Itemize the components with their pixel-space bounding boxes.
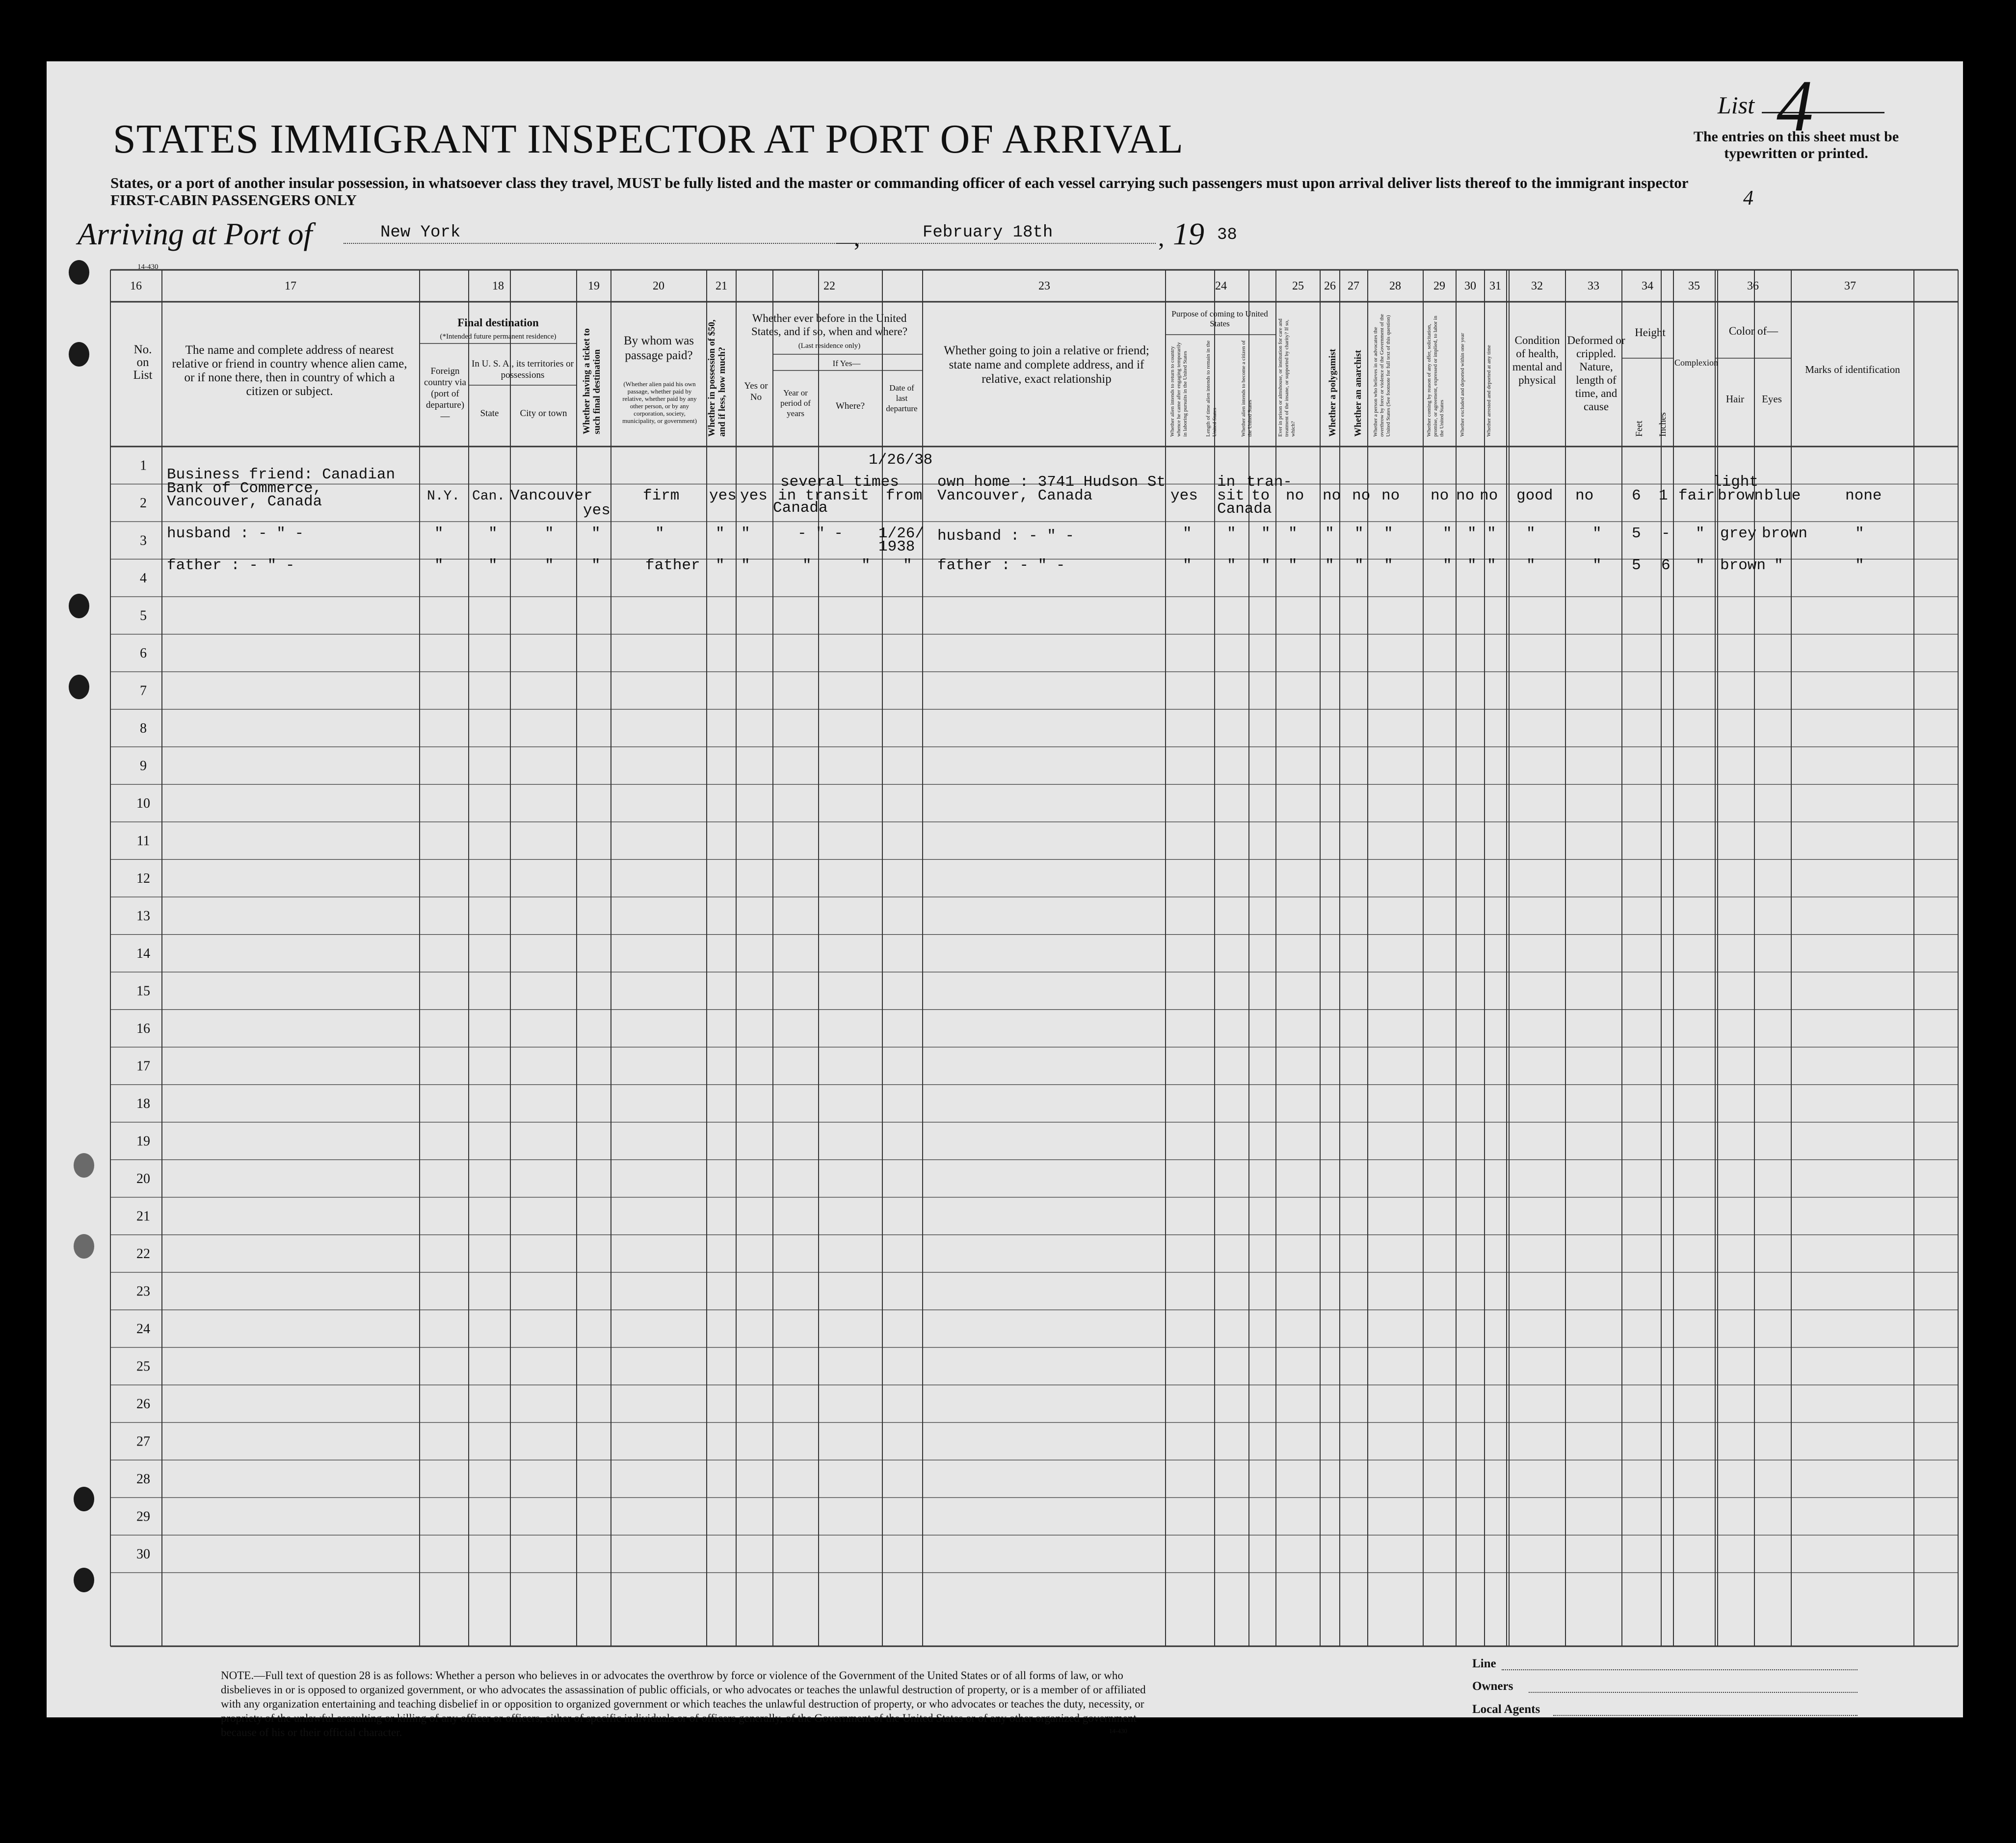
- row-number: 2: [140, 495, 147, 511]
- cell-text: 6: [1661, 557, 1671, 574]
- cell-text: grey: [1720, 525, 1757, 542]
- cell-text: father : - " -: [167, 557, 295, 574]
- cell-text: Vancouver: [510, 487, 593, 504]
- cell-text: in: [1217, 474, 1236, 491]
- cell-text: Can.: [472, 489, 505, 504]
- line-label: Line: [1472, 1657, 1496, 1670]
- row-number: 10: [136, 795, 150, 811]
- header-state: State: [480, 408, 499, 419]
- cell-text: brown: [1718, 487, 1764, 504]
- cell-text: ": [591, 525, 601, 542]
- cell-text: ": [1592, 557, 1602, 574]
- cell-text: ": [488, 525, 498, 542]
- header-year-period: Year or period of years: [780, 388, 811, 418]
- row-number: 14: [136, 946, 150, 961]
- row-number: 22: [136, 1246, 150, 1262]
- cell-text: 1938: [878, 538, 915, 555]
- cell-text: Vancouver, Canada: [937, 487, 1093, 504]
- header-purpose-length: Length of time alien intends to remain in the United States: [1205, 340, 1218, 437]
- typewritten-note: The entries on this sheet must be typewritten or printed.: [1693, 129, 1899, 161]
- row-number: 9: [140, 758, 147, 774]
- header-final-destination-note: (*Intended future permanent residence): [440, 333, 557, 341]
- cell-text: ": [1183, 557, 1192, 574]
- punch-hole: [69, 342, 89, 367]
- cell-text: ": [1467, 557, 1477, 574]
- column-number: 21: [716, 280, 727, 292]
- comma-1: ,: [854, 224, 860, 251]
- cell-text: ": [1384, 557, 1393, 574]
- punch-hole: [74, 1487, 94, 1511]
- row-number: 7: [140, 683, 147, 699]
- row-number: 23: [136, 1284, 150, 1299]
- row-number: 3: [140, 533, 147, 549]
- cell-text: yes: [583, 502, 610, 519]
- header-joining: Whether going to join a relative or friend; state name and complete address, and if relative, exact relationship: [944, 344, 1149, 386]
- header-purpose: Purpose of coming to United States: [1171, 309, 1268, 328]
- header-passage-note: (Whether alien paid his own passage, whether paid by relative, whether paid by any other person, or by any corporation, society, municipality, or government): [622, 380, 697, 424]
- row-number: 12: [136, 870, 150, 886]
- header-in-usa: In U. S. A., its territories or possessions: [472, 359, 574, 380]
- row-number: 6: [140, 645, 147, 661]
- cell-text: Canada: [773, 500, 828, 517]
- row-number: 8: [140, 720, 147, 736]
- header-passage-paid: By whom was passage paid?: [623, 334, 694, 362]
- cell-text: Canada: [1217, 500, 1272, 518]
- row-number: 18: [136, 1096, 150, 1111]
- cell-text: ": [1592, 525, 1602, 542]
- cell-text: ": [1696, 525, 1705, 542]
- form-code-bottom: 14-430: [1109, 1727, 1127, 1735]
- punch-hole: [74, 1234, 94, 1259]
- cell-text: ": [1354, 525, 1364, 542]
- cell-text: ": [1354, 557, 1364, 574]
- cell-text: brown: [1720, 557, 1766, 574]
- column-number: 18: [492, 280, 504, 292]
- header-polygamist: Whether a polygamist: [1327, 348, 1338, 437]
- header-fifty-dollars: Whether in possession of $50, and if less, how much?: [707, 319, 727, 437]
- cell-text: no: [1323, 487, 1341, 504]
- cell-text: 1: [1659, 487, 1668, 504]
- form-code-top: 14-430: [137, 263, 159, 271]
- row-number: 5: [140, 608, 147, 624]
- header-ticket: Whether having a ticket to such final destination: [582, 328, 602, 434]
- column-number: 35: [1688, 280, 1700, 292]
- cell-text: none: [1845, 487, 1882, 504]
- cell-text: 1/26/38: [869, 451, 933, 469]
- list-label: List: [1718, 91, 1755, 119]
- column-number: 25: [1292, 280, 1304, 292]
- header-overthrow: Whether a person who believes in or advocates the overthrow by force or violence of the Government of the United States (See footnote for full text of this question): [1373, 314, 1391, 437]
- cell-text: - " -: [797, 525, 844, 542]
- cell-text: father: [645, 557, 700, 574]
- column-number: 26: [1324, 280, 1336, 292]
- cell-text: ": [741, 525, 750, 542]
- header-marks: Marks of identification: [1805, 364, 1900, 375]
- cell-text: ": [1467, 525, 1477, 542]
- cell-text: ": [1325, 557, 1334, 574]
- cell-text: no: [1575, 487, 1594, 504]
- year-prefix: 19: [1173, 216, 1204, 251]
- sheet-number: 4: [1743, 187, 1753, 210]
- column-number: 31: [1489, 280, 1501, 292]
- cell-text: ": [1443, 557, 1452, 574]
- row-number: 4: [140, 570, 147, 586]
- column-number: 22: [823, 280, 835, 292]
- cell-text: ": [1855, 525, 1864, 542]
- column-number: 19: [588, 280, 600, 292]
- cell-text: to: [1251, 487, 1270, 504]
- header-color-of: Color of—: [1728, 325, 1778, 337]
- cell-text: ": [1487, 557, 1496, 574]
- header-deported: Whether arrested and deported at any time: [1486, 345, 1492, 437]
- header-ever-before: Whether ever before in the United States, and if so, when and where?: [751, 312, 908, 338]
- comma-2: ,: [1158, 224, 1165, 251]
- cell-text: ": [1288, 525, 1298, 542]
- row-number: 26: [136, 1396, 150, 1412]
- row-number: 30: [136, 1546, 150, 1562]
- cell-text: 1/26/: [878, 525, 925, 542]
- cell-text: fair: [1678, 487, 1715, 504]
- header-inches: Inches: [1658, 412, 1668, 437]
- row-number: 1: [140, 458, 147, 474]
- punch-hole: [69, 675, 89, 699]
- column-number: 30: [1464, 280, 1476, 292]
- header-anarchist: Whether an anarchist: [1353, 350, 1363, 437]
- column-number: 33: [1588, 280, 1599, 292]
- list-number: 4: [1777, 65, 1813, 147]
- cell-text: sit: [1217, 487, 1245, 504]
- cell-text: tran-: [1247, 474, 1293, 491]
- column-number: 34: [1642, 280, 1653, 292]
- cell-text: Bank of Commerce,: [167, 480, 322, 497]
- cell-text: Vancouver, Canada: [167, 493, 322, 510]
- date-value: February 18th: [923, 223, 1053, 242]
- punch-hole: [69, 260, 89, 285]
- header-height: Height: [1635, 326, 1666, 339]
- line-field: [1502, 1669, 1857, 1670]
- cell-text: ": [1261, 557, 1271, 574]
- cell-text: husband : - " -: [937, 527, 1075, 545]
- cell-text: several times: [780, 474, 899, 491]
- column-number: 17: [285, 280, 296, 292]
- header-where: Where?: [835, 401, 865, 411]
- header-last-residence: (Last residence only): [798, 342, 861, 350]
- row-number: 28: [136, 1471, 150, 1487]
- column-number: 36: [1747, 280, 1759, 292]
- local-agents-field: [1553, 1715, 1857, 1716]
- header-yes-no: Yes or No: [744, 381, 768, 402]
- cell-text: ": [545, 557, 554, 574]
- cell-text: blue: [1764, 487, 1801, 504]
- row-number: 13: [136, 908, 150, 924]
- cell-text: no: [1456, 487, 1475, 504]
- header-complexion: Complexion: [1674, 358, 1718, 368]
- column-number: 16: [130, 280, 142, 292]
- cell-text: firm: [643, 487, 680, 504]
- header-deformed: Deformed or crippled. Nature, length of time, and cause: [1567, 334, 1625, 413]
- cell-text: in transit: [778, 487, 870, 504]
- cell-text: ": [591, 557, 601, 574]
- header-excluded: Whether excluded and deported within one year: [1459, 333, 1465, 437]
- cell-text: ": [434, 525, 444, 542]
- cell-text: ": [434, 557, 444, 574]
- cell-text: no: [1286, 487, 1304, 504]
- cell-text: 5: [1632, 557, 1641, 574]
- local-agents-label: Local Agents: [1472, 1703, 1540, 1716]
- cell-text: ": [488, 557, 498, 574]
- cell-text: ": [741, 557, 750, 574]
- year-suffix: 38: [1217, 226, 1237, 244]
- cell-text: ": [1696, 557, 1705, 574]
- header-prison: Ever in prison or almshouse, or institution for care and treatment of the insane, or supported by charity? If so, which?: [1277, 318, 1296, 437]
- cell-text: ": [1227, 525, 1236, 542]
- cell-text: N.Y.: [427, 489, 460, 504]
- cell-text: ": [802, 557, 812, 574]
- cell-text: ": [1855, 557, 1864, 574]
- cell-text: ": [1384, 525, 1393, 542]
- cell-text: ": [1183, 525, 1192, 542]
- row-number: 21: [136, 1209, 150, 1224]
- column-number: 32: [1531, 280, 1543, 292]
- row-number: 27: [136, 1434, 150, 1449]
- cell-text: husband : - " -: [167, 525, 304, 542]
- cell-text: ": [1774, 557, 1783, 574]
- cell-text: yes: [709, 487, 737, 504]
- cell-text: no: [1381, 487, 1400, 504]
- row-number: 19: [136, 1133, 150, 1149]
- cell-text: ": [716, 525, 725, 542]
- column-number: 29: [1433, 280, 1445, 292]
- port-value: New York: [380, 223, 461, 242]
- cell-text: brown: [1762, 525, 1808, 542]
- cell-text: good: [1516, 487, 1553, 504]
- column-number: 37: [1844, 280, 1856, 292]
- row-number: 17: [136, 1058, 150, 1074]
- cell-text: ": [545, 525, 554, 542]
- column-number: 28: [1389, 280, 1401, 292]
- cell-text: yes: [1170, 487, 1198, 504]
- footnote: NOTE.—Full text of question 28 is as follows: Whether a person who believes in or advocates the overthrow by force or violence of the Government of the United States or of all forms of law, or who disbelieves in or is opposed to organized government, or who advocates the assassination of public officials, or who advocates or teaches the unlawful destruction of property, or is a member of or affiliated with any organization entertaining and teaching disbelief in or opposition to organized government or which teaches the unlawful destruction of property, or who advocates or teaches the duty, necessity, or propriety of the unlawful assaulting or killing of any officer or officers, either of specific individuals or of officers generally, of the Government of the United States or of any other organized government because of his or their official character.: [221, 1669, 1146, 1738]
- page-title: STATES IMMIGRANT INSPECTOR AT PORT OF ARRIVAL: [113, 116, 1184, 162]
- header-offer: Whether coming by reason of any offer, solicitation, promise, or agreement, expressed or implied, to labor in the United States: [1426, 316, 1445, 437]
- cell-text: ": [1288, 557, 1298, 574]
- cabin-class: FIRST-CABIN PASSENGERS ONLY: [110, 191, 357, 209]
- cell-text: ": [1487, 525, 1496, 542]
- owners-label: Owners: [1472, 1680, 1513, 1693]
- column-number: 27: [1348, 280, 1359, 292]
- punch-hole: [74, 1153, 94, 1178]
- cell-text: ": [1526, 525, 1536, 542]
- cell-text: -: [1661, 525, 1671, 542]
- cell-text: ": [1325, 525, 1334, 542]
- cell-text: from: [886, 487, 923, 504]
- cell-text: no: [1352, 487, 1371, 504]
- cell-text: ": [1227, 557, 1236, 574]
- cell-text: ": [655, 525, 664, 542]
- row-number: 20: [136, 1171, 150, 1186]
- cell-text: ": [1443, 525, 1452, 542]
- header-eyes: Eyes: [1762, 393, 1782, 405]
- column-number: 20: [653, 280, 664, 292]
- cell-text: own home : 3741 Hudson St: [937, 474, 1166, 491]
- header-no-on-list: No. on List: [133, 343, 153, 382]
- row-number: 24: [136, 1321, 150, 1337]
- row-number: 11: [136, 833, 150, 849]
- instructions: States, or a port of another insular possession, in whatsoever class they travel, MUST be fully listed and the master or commanding officer of each vessel carrying such passengers must upon arrival deliver lists thereof to the immigrant inspector: [110, 174, 1689, 191]
- cell-text: light: [1713, 474, 1759, 491]
- header-date-departure: Date of last departure: [886, 383, 918, 413]
- header-feet: Feet: [1634, 421, 1645, 437]
- header-purpose-return: Whether alien intends to return to country whence he came after engaging temporarily in laboring pursuits in the United States: [1169, 342, 1188, 437]
- header-health: Condition of health, mental and physical: [1512, 334, 1563, 386]
- cell-text: yes: [740, 487, 768, 504]
- cell-text: 6: [1632, 487, 1641, 504]
- header-city: City or town: [520, 408, 567, 419]
- cell-text: ": [1261, 525, 1271, 542]
- cell-text: father : - " -: [937, 557, 1065, 574]
- row-number: 15: [136, 983, 150, 999]
- punch-hole: [74, 1568, 94, 1592]
- cell-text: ": [1526, 557, 1536, 574]
- row-number: 16: [136, 1021, 150, 1036]
- cell-text: ": [903, 557, 912, 574]
- column-number: 23: [1038, 280, 1050, 292]
- header-foreign-country: Foreign country via (port of departure)—: [424, 366, 466, 421]
- cell-text: ": [716, 557, 725, 574]
- header-hair: Hair: [1725, 393, 1745, 405]
- cell-text: Business friend: Canadian: [167, 466, 396, 483]
- header-relative: The name and complete address of nearest relative or friend in country whence alien came, or if none there, then in country of which a citizen or subject.: [172, 343, 407, 398]
- header-if-yes: If Yes—: [832, 359, 861, 368]
- header-final-destination: Final destination: [457, 316, 539, 329]
- row-number: 29: [136, 1509, 150, 1525]
- punch-hole: [69, 594, 89, 618]
- column-number: 24: [1215, 280, 1227, 292]
- arriving-label: Arriving at Port of: [78, 216, 313, 251]
- row-number: 25: [136, 1359, 150, 1374]
- cell-text: no: [1431, 487, 1449, 504]
- header-purpose-citizen: Whether alien intends to become a citizen of the United States: [1241, 340, 1253, 437]
- cell-text: ": [861, 557, 871, 574]
- cell-text: no: [1480, 487, 1498, 504]
- owners-field: [1529, 1692, 1857, 1693]
- cell-text: 5: [1632, 525, 1641, 542]
